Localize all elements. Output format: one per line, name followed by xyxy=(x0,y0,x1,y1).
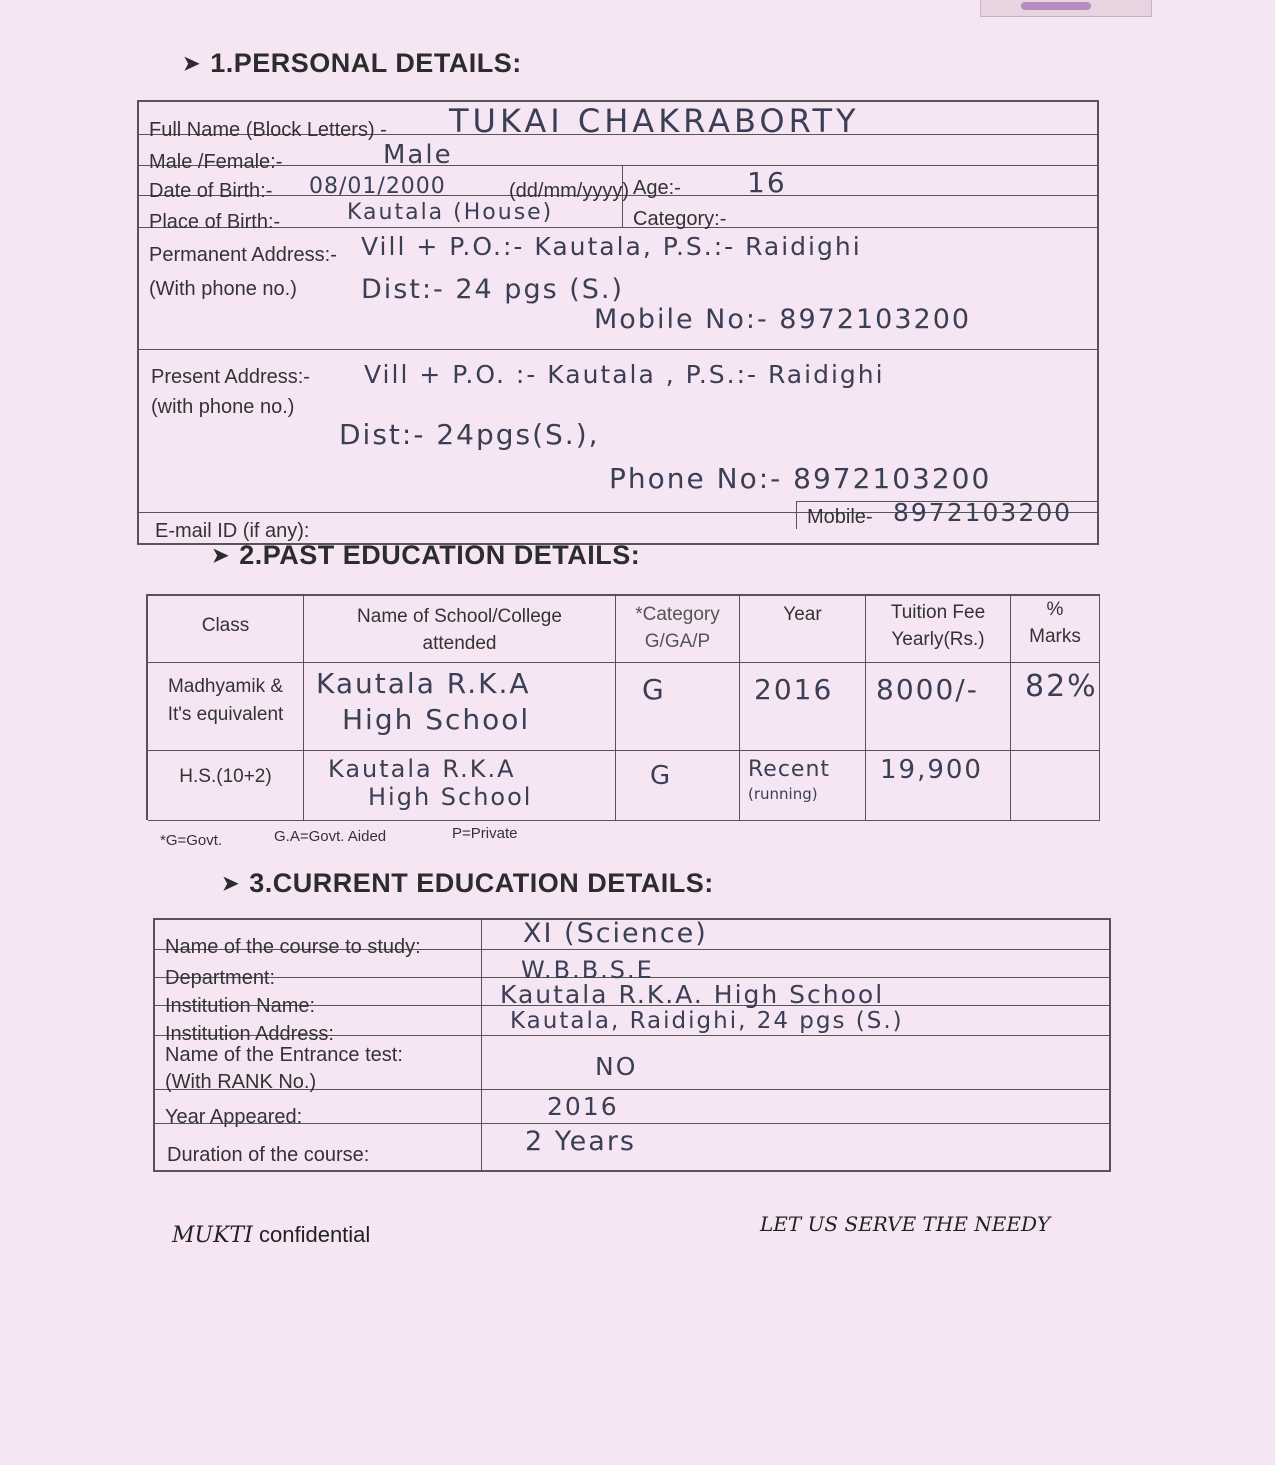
brand-name: MUKTI xyxy=(172,1223,253,1248)
col-header-school: Name of School/College attended xyxy=(304,596,616,663)
gender-label: Male /Female:- xyxy=(149,151,283,173)
email-label: E-mail ID (if any): xyxy=(155,520,310,542)
permanent-address-row xyxy=(139,228,1097,350)
institution-address-label: Institution Address: xyxy=(165,1023,334,1045)
mobile-label: Mobile- xyxy=(807,506,873,528)
col-header-category: *Category G/GA/P xyxy=(616,596,740,663)
list-item xyxy=(155,1124,1109,1170)
permanent-mobile: Mobile No:- 8972103200 xyxy=(594,304,972,335)
permanent-address-line-2: Dist:- 24 pgs (S.) xyxy=(361,274,625,305)
mobile-box xyxy=(796,498,1098,529)
entrance-test-value: NO xyxy=(595,1052,638,1081)
present-phone-label: (with phone no.) xyxy=(151,396,295,418)
footer-left xyxy=(172,1222,370,1248)
table-row-class: H.S.(10+2) xyxy=(148,751,304,821)
table-row-school: Kautala R.K.A High School xyxy=(304,751,616,821)
entrance-test-label: Name of the Entrance test: xyxy=(165,1044,403,1066)
mobile-value: 8972103200 xyxy=(893,498,1073,527)
pob-value: Kautala (House) xyxy=(347,200,554,225)
institution-address-value: Kautala, Raidighi, 24 pgs (S.) xyxy=(510,1008,904,1034)
table-row-marks: 82% xyxy=(1011,663,1100,751)
dob-row xyxy=(139,166,1097,202)
department-value: W.B.B.S.E xyxy=(521,956,654,984)
entrance-rank-label: (With RANK No.) xyxy=(165,1071,317,1093)
list-item xyxy=(155,950,1109,989)
past-education-heading: ➤ 2.PAST EDUCATION DETAILS: xyxy=(212,540,641,570)
duration-value: 2 Years xyxy=(525,1126,636,1157)
legend-aided: G.A=Govt. Aided xyxy=(274,828,387,845)
present-address-line-1: Vill + P.O. :- Kautala , P.S.:- Raidighi xyxy=(364,360,885,389)
full-name-label: Full Name (Block Letters) - xyxy=(149,119,387,141)
year-appeared-value: 2016 xyxy=(547,1092,619,1121)
col-header-fee: Tuition Fee Yearly(Rs.) xyxy=(866,596,1011,663)
legend-private: P=Private xyxy=(452,825,518,842)
col-header-year: Year xyxy=(740,596,866,663)
table-row-year: 2016 xyxy=(740,663,866,751)
gender-value: Male xyxy=(383,140,453,170)
dob-value: 08/01/2000 xyxy=(309,174,446,199)
present-address-label: Present Address:- xyxy=(151,366,310,388)
current-education-heading: ➤ 3.CURRENT EDUCATION DETAILS: xyxy=(222,868,714,898)
tagline: LET US SERVE THE NEEDY xyxy=(760,1212,1051,1236)
permanent-address-line-1: Vill + P.O.:- Kautala, P.S.:- Raidighi xyxy=(361,232,862,261)
permanent-address-label: Permanent Address:- xyxy=(149,244,337,266)
table-row-school: Kautala R.K.A High School xyxy=(304,663,616,751)
table-row-year: Recent (running) xyxy=(740,751,866,821)
gender-row xyxy=(139,135,1097,173)
table-row-fee: 19,900 xyxy=(866,751,1011,821)
present-address-line-2: Dist:- 24pgs(S.), xyxy=(339,418,600,451)
table-row-category: G xyxy=(616,751,740,821)
legend-govt: *G=Govt. xyxy=(160,832,223,849)
table-row-fee: 8000/- xyxy=(866,663,1011,751)
pob-label: Place of Birth:- xyxy=(149,211,281,233)
present-address-row xyxy=(139,350,1097,513)
list-item xyxy=(155,1006,1109,1045)
confidential-text: confidential xyxy=(259,1222,371,1247)
category-label: Category:- xyxy=(633,208,727,230)
full-name-value: TUKAI CHAKRABORTY xyxy=(449,102,860,140)
list-item xyxy=(155,1090,1109,1128)
year-appeared-label: Year Appeared: xyxy=(165,1106,303,1128)
institution-name-label: Institution Name: xyxy=(165,995,316,1017)
dob-label: Date of Birth:- xyxy=(149,180,273,202)
institution-name-value: Kautala R.K.A. High School xyxy=(500,980,885,1009)
age-value: 16 xyxy=(747,166,787,199)
present-phone: Phone No:- 8972103200 xyxy=(609,462,992,495)
past-education-table xyxy=(146,594,1100,820)
table-row-class: Madhyamik & It's equivalent xyxy=(148,663,304,751)
list-item xyxy=(155,918,1109,958)
full-name-row xyxy=(139,102,1097,141)
permanent-phone-label: (With phone no.) xyxy=(149,278,297,300)
personal-details-box xyxy=(137,100,1099,545)
col-header-marks: % Marks xyxy=(1011,596,1100,663)
course-label: Name of the course to study: xyxy=(165,936,421,958)
arrow-bullet-icon: ➤ xyxy=(222,873,240,895)
arrow-bullet-icon: ➤ xyxy=(212,545,230,567)
col-header-class: Class xyxy=(148,596,304,663)
course-value: XI (Science) xyxy=(523,918,708,949)
pob-row xyxy=(139,196,1097,233)
age-label: Age:- xyxy=(633,177,681,199)
arrow-bullet-icon: ➤ xyxy=(183,53,201,75)
personal-details-heading: ➤ 1.PERSONAL DETAILS: xyxy=(183,48,522,78)
dob-format: (dd/mm/yyyy) xyxy=(509,180,629,202)
list-item xyxy=(155,978,1109,1017)
current-education-table xyxy=(153,918,1111,1172)
table-row-marks xyxy=(1011,751,1100,821)
table-row-category: G xyxy=(616,663,740,751)
photo-edge xyxy=(980,0,1152,17)
list-item xyxy=(155,1036,1109,1093)
duration-label: Duration of the course: xyxy=(167,1144,370,1166)
department-label: Department: xyxy=(165,967,276,989)
